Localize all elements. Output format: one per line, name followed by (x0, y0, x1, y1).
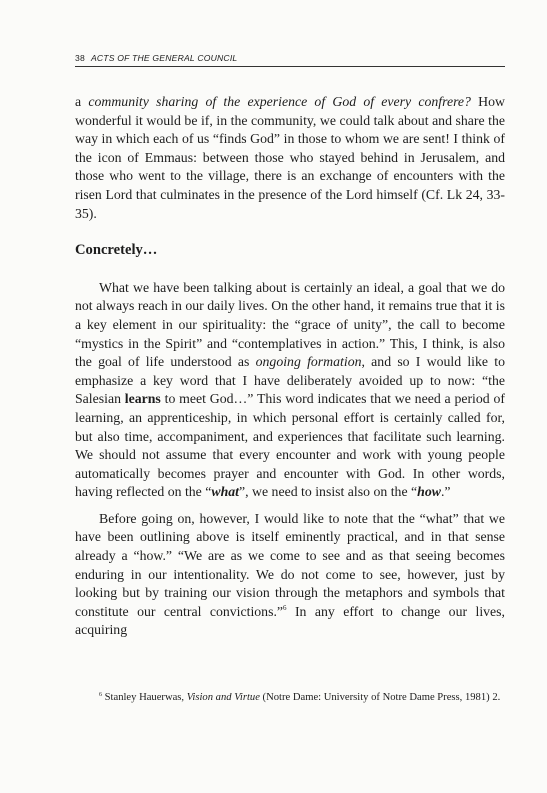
running-header (75, 53, 505, 63)
header-rule (75, 66, 505, 67)
footnote-reference: 6 (283, 603, 287, 612)
page-number: 38 (75, 53, 85, 63)
paragraph-2: What we have been talking about is certainly an ideal, a goal that we do not always reach in our daily lives. On the other hand, it remains true that it is a key element in our spirituality: the “grace of unity”, the call to become “mystics in the Spirit” and “contemplatives in action.” This, I think, is also the goal of life understood as ongoing formation, and so I would like to emphasize a key word that I have deliberately avoided up to now: “the Salesian learns to meet God…” This word indicates that we need a period of learning, an apprenticeship, in which personal effort is certainly called for, but also time, accompaniment, and experiences that facilitate such learning. We should not assume that every encounter and work with young people automatically becomes prayer and encounter with God. In other words, having reflected on the “what”, we need to insist also on the “how.” (75, 279, 505, 500)
bold-italic-what: what (211, 484, 239, 500)
running-title: ACTS OF THE GENERAL COUNCIL (90, 53, 238, 63)
paragraph-1: a community sharing of the experience of God of every confrere? How wonderful it would be if, in the community, we could talk about and share the way in which each of us “finds God” in those to whom we are sent! I think of the icon of Emmaus: between those who stayed behind in Jerusalem, and those who went to the village, there is an exchange of encounters with the risen Lord that culminates in the presence of the Lord himself (Cf. Lk 24, 33-35). (75, 94, 506, 221)
paragraph-3: Before going on, however, I would like to note that the “what” that we have been outlining above is itself eminently practical, and in that sense already a “how.” “We are as we come to see and as that seeing becomes enduring in our intentionality. We do not come to see, however, just by looking but by training our vision through the metaphors and symbols that constitute our central convictions.”$^6$ In any effort to change our lives, acquiring (75, 510, 505, 638)
body-text (75, 93, 505, 640)
emphasis: community sharing of the experience of God of every confrere? (88, 94, 471, 109)
footnote: $^6$ Stanley Hauerwas, Vision and Virtue (Notre Dame: University of Notre Dame Press, 1981) 2. (99, 692, 501, 703)
footnote-title: Vision and Virtue (186, 692, 260, 703)
footnote-marker: 6 (99, 692, 102, 698)
bold-italic-how: how (417, 484, 441, 500)
emphasis: ongoing formation (255, 354, 362, 370)
section-heading: Concretely… (75, 242, 158, 259)
bold-term: learns (124, 391, 161, 407)
